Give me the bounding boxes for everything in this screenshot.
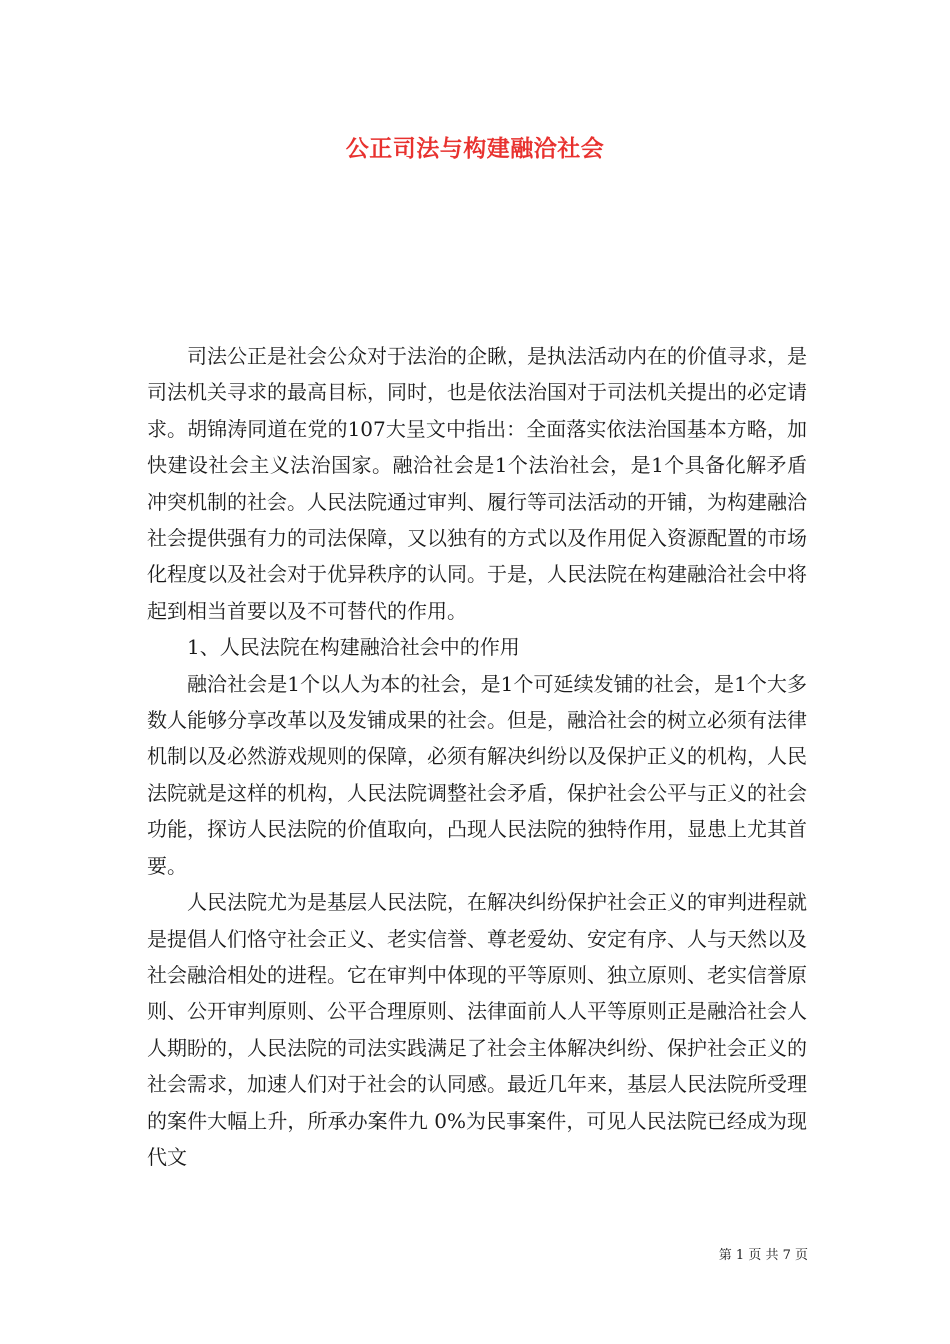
paragraph: 融洽社会是1个以人为本的社会，是1个可延续发铺的社会，是1个大多数人能够分享改革以及发铺成果的社会。但是，融洽社会的树立必须有法律机制以及必然游戏规则的保障，必须有解决纠纷以及保护正义的机构，人民法院就是这样的机构，人民法院调整社会矛盾，保护社会公平与正义的社会功能，探访人民法院的价值取向，凸现人民法院的独特作用，显患上尤其首要。 — [147, 671, 807, 878]
paragraph: 司法公正是社会公众对于法治的企瞅，是执法活动内在的价值寻求，是司法机关寻求的最高目标，同时，也是依法治国对于司法机关提出的必定请求。胡锦涛同道在党的107大呈文中指出：全面落实依法治国基本方略，加快建设社会主义法治国家。融洽社会是1个法治社会，是1个具备化解矛盾冲突机制的社会。人民法院通过审判、履行等司法活动的开铺，为构建融洽社会提供强有力的司法保障，又以独有的方式以及作用促入资源配置的市场化程度以及社会对于优异秩序的认同。于是，人民法院在构建融洽社会中将起到相当首要以及不可替代的作用。 — [147, 344, 807, 623]
document-title: 公正司法与构建融洽社会 — [345, 135, 605, 162]
page-number: 第 1 页 共 7 页 — [718, 1248, 808, 1263]
section-heading: 1、人民法院在构建融洽社会中的作用 — [187, 635, 520, 660]
paragraph: 人民法院尤为是基层人民法院，在解决纠纷保护社会正义的审判进程就是提倡人们恪守社会正义、老实信誉、尊老爱幼、安定有序、人与天然以及社会融洽相处的进程。它在审判中体现的平等原则、独立原则、老实信誉原则、公开审判原则、公平合理原则、法律面前人人平等原则正是融洽社会人人期盼的，人民法院的司法实践满足了社会主体解决纠纷、保护社会正义的社会需求，加速人们对于社会的认同感。最近几年来，基层人民法院所受理的案件大幅上升，所承办案件九 0%为民事案件，可见人民法院已经成为现代文 — [147, 890, 807, 1169]
document-body — [147, 338, 807, 1175]
